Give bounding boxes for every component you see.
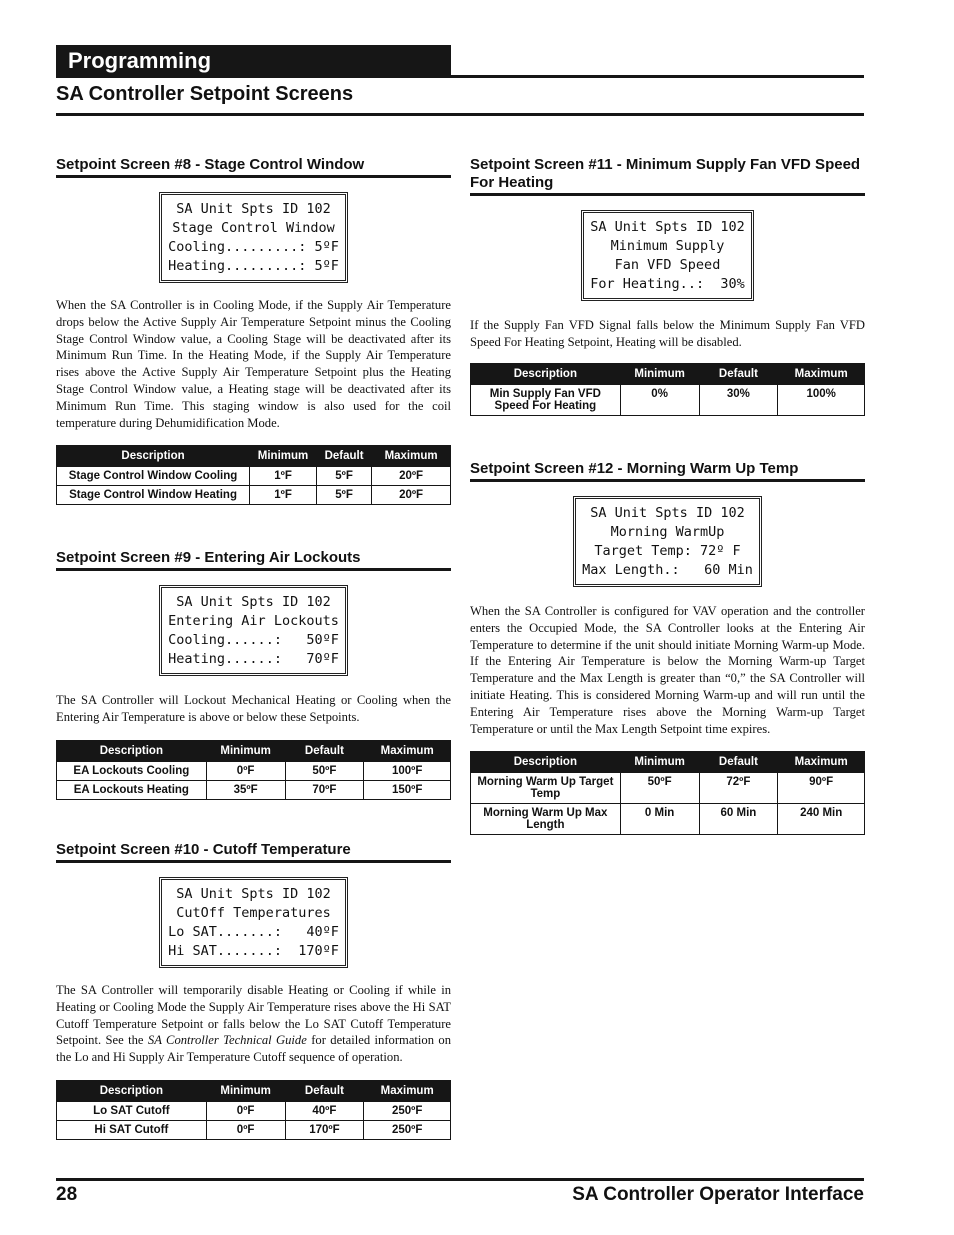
lcd-line: Hi SAT.......: 170ºF <box>168 943 339 959</box>
column-header: Minimum <box>620 752 699 773</box>
table-cell: EA Lockouts Heating <box>57 780 207 799</box>
lcd-line: Cooling......: 50ºF <box>168 632 339 648</box>
lcd-line: Morning WarmUp <box>610 524 725 540</box>
table-cell: Hi SAT Cutoff <box>57 1120 207 1139</box>
table-cell: 0ºF <box>206 761 285 780</box>
column-header: Default <box>699 363 778 384</box>
table-row <box>57 780 451 799</box>
lcd-line: Heating.........: 5ºF <box>168 258 339 274</box>
lcd-display <box>573 496 762 587</box>
lcd-line: Target Temp: 72º F <box>594 543 741 559</box>
spec-table <box>56 1080 451 1140</box>
column-header: Default <box>285 740 364 761</box>
section-screen-11 <box>470 156 865 416</box>
lcd-line: Cooling.........: 5ºF <box>168 239 339 255</box>
lcd-line: SA Unit Spts ID 102 <box>176 886 331 902</box>
column-header: Default <box>317 446 372 467</box>
lcd-line: Fan VFD Speed <box>614 257 721 273</box>
column-header: Description <box>471 752 621 773</box>
body-text: When the SA Controller is configured for VAV operation and the controller enters the Occupied Mode, the SA Controller looks at the Entering Air Temperature to determine if the unit should initiate Morning Warm-up Mode. If the Entering Air Temperature is below the Morning Warm-up Target Temperature and the Max Length is greater than “0,” the SA Controller will initiate Heating. This is considered Morning Warm-up and will run until the Entering Air Temperature rises above the Morning Warm-up Target Temperature or until the Max Length Setpoint time expires. <box>470 604 865 736</box>
table-cell: 100ºF <box>364 761 451 780</box>
table-row <box>471 804 865 835</box>
spec-table <box>56 740 451 800</box>
table-cell: 20ºF <box>372 467 451 486</box>
spec-table <box>470 363 865 416</box>
footer-title: SA Controller Operator Interface <box>572 1184 864 1205</box>
column-header: Description <box>471 363 621 384</box>
table-cell: 150ºF <box>364 780 451 799</box>
table-cell: 0% <box>620 384 699 415</box>
column-header: Maximum <box>364 740 451 761</box>
header-rule <box>56 75 864 78</box>
table-row <box>57 486 451 505</box>
body-text <box>56 982 451 1066</box>
table-header-row <box>57 1080 451 1101</box>
spec-table <box>470 751 865 835</box>
table-row <box>57 1120 451 1139</box>
section-screen-10 <box>56 841 451 1140</box>
body-text-part: for detailed information on the Lo and Hi Supply Air Temperature Cutoff sequence of operation. <box>56 1033 451 1065</box>
section-heading: Setpoint Screen #10 - Cutoff Temperature <box>56 841 451 863</box>
table-cell: 0ºF <box>206 1120 285 1139</box>
section-screen-9 <box>56 549 451 800</box>
column-header: Default <box>699 752 778 773</box>
table-cell: Lo SAT Cutoff <box>57 1101 207 1120</box>
lcd-line: For Heating..: 30% <box>590 276 745 292</box>
table-cell: Morning Warm Up Max Length <box>471 804 621 835</box>
lcd-line: SA Unit Spts ID 102 <box>590 505 745 521</box>
table-cell: 50ºF <box>620 773 699 804</box>
lcd-line: SA Unit Spts ID 102 <box>176 201 331 217</box>
lcd-display <box>581 210 753 301</box>
spec-table <box>56 445 451 505</box>
lcd-line: Minimum Supply <box>610 238 725 254</box>
table-cell: 250ºF <box>364 1120 451 1139</box>
table-cell: 90ºF <box>778 773 865 804</box>
header-rule <box>56 113 864 116</box>
column-header: Maximum <box>778 363 865 384</box>
table-cell: 1ºF <box>250 467 317 486</box>
column-header: Description <box>57 1080 207 1101</box>
column-header: Minimum <box>206 1080 285 1101</box>
lcd-display <box>159 192 348 283</box>
table-cell: 20ºF <box>372 486 451 505</box>
table-row <box>57 1101 451 1120</box>
table-cell: 60 Min <box>699 804 778 835</box>
table-cell: 0 Min <box>620 804 699 835</box>
table-header-row <box>57 446 451 467</box>
lcd-display <box>159 585 348 676</box>
lcd-line: SA Unit Spts ID 102 <box>176 594 331 610</box>
page-number: 28 <box>56 1184 78 1205</box>
table-cell: Morning Warm Up Target Temp <box>471 773 621 804</box>
table-header-row <box>471 752 865 773</box>
column-header: Minimum <box>620 363 699 384</box>
section-heading: Setpoint Screen #8 - Stage Control Window <box>56 156 451 178</box>
column-header: Description <box>57 446 250 467</box>
table-header-row <box>471 363 865 384</box>
table-cell: 40ºF <box>285 1101 364 1120</box>
column-header: Minimum <box>206 740 285 761</box>
lcd-line: Lo SAT.......: 40ºF <box>168 924 339 940</box>
table-cell: 100% <box>778 384 865 415</box>
table-cell: 170ºF <box>285 1120 364 1139</box>
lcd-line: CutOff Temperatures <box>176 905 331 921</box>
body-text: The SA Controller will Lockout Mechanical Heating or Cooling when the Entering Air Temperature is above or below these Setpoints. <box>56 693 451 724</box>
table-row <box>471 384 865 415</box>
column-header: Maximum <box>364 1080 451 1101</box>
column-header: Maximum <box>372 446 451 467</box>
table-cell: 0ºF <box>206 1101 285 1120</box>
guide-title: SA Controller Technical Guide <box>147 1033 307 1048</box>
body-text: If the Supply Fan VFD Signal falls below the Minimum Supply Fan VFD Speed For Heating Setpoint, Heating will be disabled. <box>470 318 865 349</box>
section-heading: Setpoint Screen #11 - Minimum Supply Fan VFD Speed For Heating <box>470 156 865 196</box>
table-cell: 240 Min <box>778 804 865 835</box>
table-cell: 72ºF <box>699 773 778 804</box>
table-cell: 250ºF <box>364 1101 451 1120</box>
table-row <box>471 773 865 804</box>
lcd-line: SA Unit Spts ID 102 <box>590 219 745 235</box>
section-heading: Setpoint Screen #9 - Entering Air Lockouts <box>56 549 451 571</box>
table-row <box>57 467 451 486</box>
lcd-line: Heating......: 70ºF <box>168 651 339 667</box>
table-cell: EA Lockouts Cooling <box>57 761 207 780</box>
section-screen-8 <box>56 156 451 505</box>
page-title: SA Controller Setpoint Screens <box>56 83 354 105</box>
body-text-part: The SA Controller will temporarily disable Heating or Cooling if while in Heating or Cooling Mode the Supply Air Temperature rises above the Hi SAT Cutoff Temperature Setpoint or falls below the Lo SAT Cutoff Temperature Setpoint. See the <box>56 983 451 1048</box>
table-cell: 70ºF <box>285 780 364 799</box>
table-cell: 5ºF <box>317 486 372 505</box>
section-heading: Setpoint Screen #12 - Morning Warm Up Temp <box>470 460 865 482</box>
column-header: Maximum <box>778 752 865 773</box>
table-cell: 5ºF <box>317 467 372 486</box>
section-screen-12 <box>470 460 865 835</box>
table-cell: Stage Control Window Cooling <box>57 467 250 486</box>
lcd-line: Entering Air Lockouts <box>168 613 339 629</box>
body-text: When the SA Controller is in Cooling Mode, if the Supply Air Temperature drops below the Active Supply Air Temperature Setpoint minus the Cooling Stage Control Window value, a Cooling Stage will be deactivated after its Minimum Run Time. In the Heating Mode, if the Supply Air Temperature rises above the Active Supply Air Temperature Setpoint plus the Heating Stage Control Window value, a Heating stage will be deactivated after its Minimum Run Time. This staging window is also used for the coil temperature during Dehumidification Mode. <box>56 298 451 430</box>
table-cell: 30% <box>699 384 778 415</box>
column-header: Minimum <box>250 446 317 467</box>
column-header: Default <box>285 1080 364 1101</box>
table-cell: Min Supply Fan VFD Speed For Heating <box>471 384 621 415</box>
table-cell: 50ºF <box>285 761 364 780</box>
section-banner <box>56 45 451 76</box>
table-cell: Stage Control Window Heating <box>57 486 250 505</box>
table-cell: 1ºF <box>250 486 317 505</box>
column-header: Description <box>57 740 207 761</box>
table-cell: 35ºF <box>206 780 285 799</box>
lcd-display <box>159 877 348 968</box>
table-header-row <box>57 740 451 761</box>
table-row <box>57 761 451 780</box>
lcd-line: Stage Control Window <box>172 220 335 236</box>
lcd-line: Max Length.: 60 Min <box>582 562 753 578</box>
banner-title: Programming <box>68 48 212 73</box>
footer-rule <box>56 1178 864 1181</box>
